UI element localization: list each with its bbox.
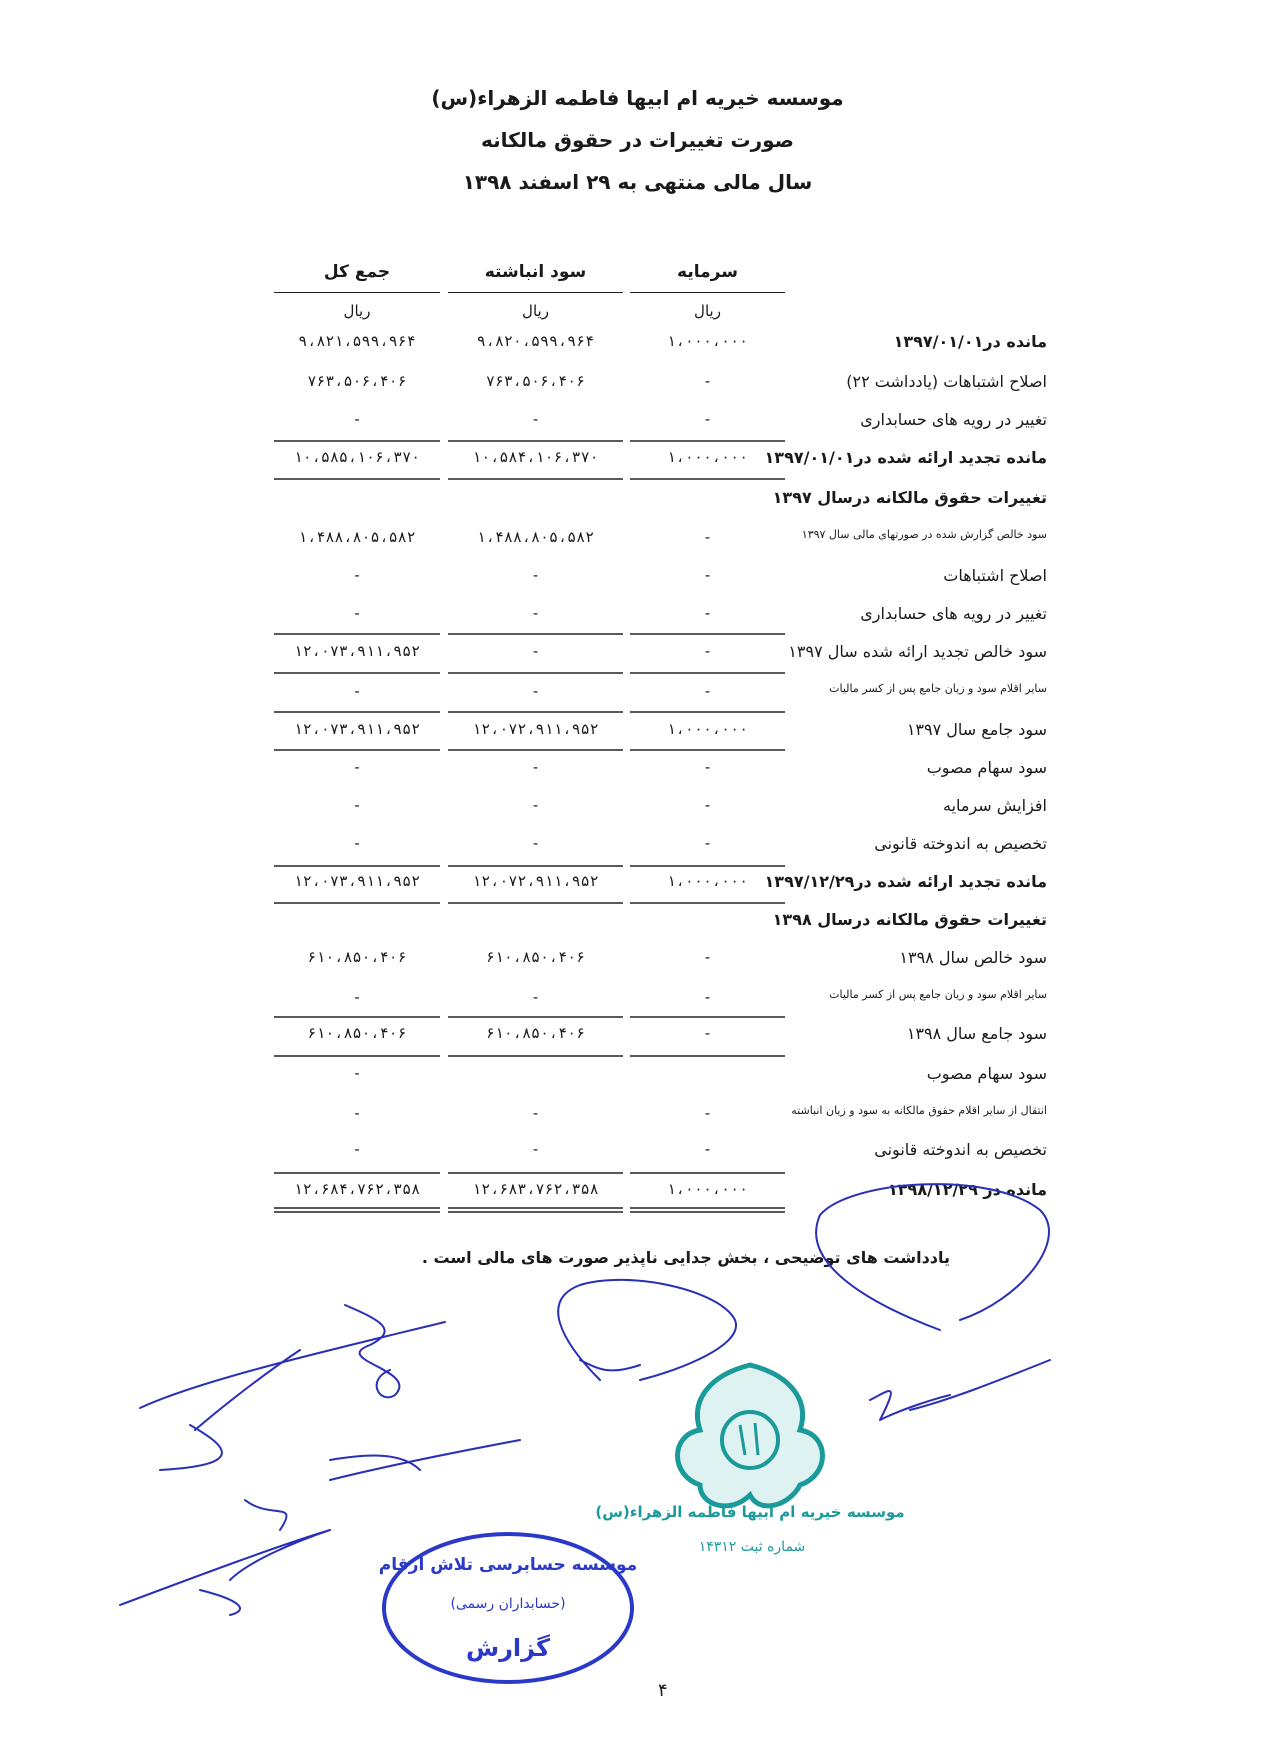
row-label: تغییرات حقوق مالکانه درسال ۱۳۹۸ — [772, 910, 1047, 929]
cell-total: ۱۲،۰۷۳،۹۱۱،۹۵۲ — [293, 720, 421, 738]
cell-retained: ۹،۸۲۰،۵۹۹،۹۶۴ — [476, 332, 595, 350]
header-underline — [448, 292, 623, 293]
cell-capital: - — [702, 604, 713, 622]
row-label: سود خالص تجدید ارائه شده سال ۱۳۹۷ — [788, 642, 1047, 661]
cell-retained: ۶۱۰،۸۵۰،۴۰۶ — [485, 948, 586, 966]
cell-capital: - — [702, 682, 713, 700]
table-row — [0, 682, 1275, 720]
cell-capital: - — [702, 642, 713, 660]
row-label: سود سهام مصوب — [926, 758, 1047, 777]
table-row — [0, 720, 1275, 758]
table-row — [0, 988, 1275, 1026]
row-label: تغییر در رویه های حسابداری — [860, 410, 1047, 429]
row-label: سود جامع سال ۱۳۹۸ — [906, 1024, 1047, 1043]
cell-total: - — [352, 796, 362, 814]
cell-retained: - — [530, 796, 541, 814]
column-header-retained: سود انباشته — [484, 262, 587, 282]
row-label: تخصیص به اندوخته قانونی — [874, 834, 1047, 853]
row-label: اصلاح اشتباهات — [943, 566, 1047, 585]
table-row — [0, 642, 1275, 680]
unit-label-total: ریال — [343, 302, 371, 320]
institution-seal — [595, 1355, 905, 1565]
table-row — [0, 448, 1275, 486]
cell-total: ۱۲،۰۷۳،۹۱۱،۹۵۲ — [293, 872, 421, 890]
cell-total: - — [352, 758, 362, 776]
cell-total: - — [352, 410, 362, 428]
seal-registration: شماره ثبت ۱۴۳۱۲ — [698, 1539, 806, 1555]
cell-total: ۹،۸۲۱،۵۹۹،۹۶۴ — [298, 332, 416, 350]
cell-total: - — [352, 604, 362, 622]
row-label: سود خالص گزارش شده در صورتهای مالی سال ۱۳۹۷ — [801, 528, 1047, 541]
seal-name: موسسه خیریه ام ابیها فاطمه الزهراء(س) — [595, 1503, 905, 1521]
table-row — [0, 758, 1275, 796]
cell-capital: - — [702, 796, 713, 814]
cell-total: ۷۶۳،۵۰۶،۴۰۶ — [307, 372, 407, 390]
cell-retained: - — [530, 988, 541, 1006]
stamp-subtitle: (حسابداران رسمی) — [450, 1596, 566, 1612]
cell-total: - — [352, 566, 362, 584]
table-row — [0, 1064, 1275, 1102]
row-label: مانده در۱۳۹۷/۰۱/۰۱ — [893, 332, 1047, 351]
table-row — [0, 796, 1275, 834]
seal-emblem-icon — [678, 1365, 823, 1506]
row-label: مانده تجدید ارائه شده در۱۳۹۷/۰۱/۰۱ — [764, 448, 1047, 467]
row-label: سود جامع سال ۱۳۹۷ — [906, 720, 1047, 739]
cell-capital: ۱،۰۰۰،۰۰۰ — [666, 872, 749, 890]
period-title: سال مالی منتهی به ۲۹ اسفند ۱۳۹۸ — [462, 170, 813, 194]
cell-total: ۱۲،۰۷۳،۹۱۱،۹۵۲ — [293, 642, 421, 660]
cell-retained: - — [530, 682, 541, 700]
table-row — [0, 372, 1275, 410]
unit-label-capital: ریال — [694, 302, 721, 320]
cell-capital: - — [702, 410, 713, 428]
row-label: تخصیص به اندوخته قانونی — [874, 1140, 1047, 1159]
row-label: اصلاح اشتباهات (یادداشت ۲۲) — [846, 372, 1047, 391]
cell-total: - — [352, 682, 362, 700]
cell-capital: - — [702, 758, 713, 776]
cell-retained: - — [530, 604, 541, 622]
cell-retained: ۱۲،۰۷۲،۹۱۱،۹۵۲ — [472, 720, 599, 738]
row-label: سایر اقلام سود و زیان جامع پس از کسر مالیات — [829, 682, 1047, 695]
row-label: انتقال از سایر اقلام حقوق مالکانه به سود و زیان انباشته — [791, 1104, 1047, 1117]
cell-capital: - — [702, 528, 713, 546]
cell-capital: - — [702, 372, 713, 390]
row-label: مانده در ۱۳۹۸/۱۲/۲۹ — [888, 1180, 1047, 1199]
cell-total: - — [352, 1140, 362, 1158]
cell-capital: - — [702, 1104, 713, 1122]
header-underline — [630, 292, 785, 293]
cell-retained: ۱۲،۰۷۲،۹۱۱،۹۵۲ — [472, 872, 599, 890]
table-row — [0, 1024, 1275, 1062]
unit-label-retained: ریال — [522, 302, 549, 320]
cell-capital: - — [702, 566, 713, 584]
table-row — [0, 528, 1275, 566]
table-row — [0, 872, 1275, 910]
cell-capital: - — [702, 834, 713, 852]
row-label: تغییرات حقوق مالکانه درسال ۱۳۹۷ — [772, 488, 1047, 507]
row-label: سود خالص سال ۱۳۹۸ — [899, 948, 1047, 967]
cell-capital: - — [702, 1140, 713, 1158]
row-label: سایر اقلام سود و زیان جامع پس از کسر مالیات — [829, 988, 1047, 1001]
header-underline — [274, 292, 440, 293]
cell-retained: - — [530, 1104, 541, 1122]
table-row — [0, 604, 1275, 642]
cell-retained: - — [530, 642, 541, 660]
row-label: افزایش سرمایه — [942, 796, 1047, 815]
row-label: مانده تجدید ارائه شده در۱۳۹۷/۱۲/۲۹ — [764, 872, 1047, 891]
stamp-firm: موسسه حسابرسی تلاش ارقام — [378, 1555, 638, 1575]
cell-total: - — [352, 1064, 362, 1082]
cell-total: ۱۲،۶۸۴،۷۶۲،۳۵۸ — [293, 1180, 421, 1198]
table-row — [0, 1180, 1275, 1218]
page-number: ۴ — [658, 1680, 668, 1701]
signature-1 — [140, 1305, 445, 1470]
table-row — [0, 410, 1275, 448]
cell-retained: - — [530, 758, 541, 776]
cell-retained: - — [530, 566, 541, 584]
cell-retained: ۷۶۳،۵۰۶،۴۰۶ — [485, 372, 586, 390]
table-row — [0, 566, 1275, 604]
auditor-stamp — [378, 1528, 638, 1688]
cell-capital: ۱،۰۰۰،۰۰۰ — [666, 332, 749, 350]
cell-total: - — [352, 1104, 362, 1122]
table-row — [0, 948, 1275, 986]
organization-title: موسسه خیریه ام ابیها فاطمه الزهراء(س) — [431, 86, 844, 110]
statement-title: صورت تغییرات در حقوق مالکانه — [480, 128, 795, 152]
table-row — [0, 834, 1275, 872]
footnote: یادداشت های توضیحی ، بخش جدایی ناپذیر صورت های مالی است . — [421, 1248, 950, 1267]
row-label: تغییر در رویه های حسابداری — [860, 604, 1047, 623]
stamp-word: گزارش — [465, 1634, 551, 1662]
cell-retained: ۱۲،۶۸۳،۷۶۲،۳۵۸ — [472, 1180, 599, 1198]
cell-total: - — [352, 834, 362, 852]
cell-retained: ۱،۴۸۸،۸۰۵،۵۸۲ — [476, 528, 595, 546]
cell-capital: ۱،۰۰۰،۰۰۰ — [666, 720, 749, 738]
cell-retained: ۶۱۰،۸۵۰،۴۰۶ — [485, 1024, 586, 1042]
cell-total: ۱۰،۵۸۵،۱۰۶،۳۷۰ — [293, 448, 421, 466]
cell-total: ۶۱۰،۸۵۰،۴۰۶ — [307, 948, 407, 966]
cell-capital: ۱،۰۰۰،۰۰۰ — [666, 1180, 749, 1198]
cell-retained: - — [530, 1140, 541, 1158]
cell-retained: - — [530, 410, 541, 428]
table-row — [0, 1140, 1275, 1178]
row-label: سود سهام مصوب — [926, 1064, 1047, 1083]
cell-total: ۶۱۰،۸۵۰،۴۰۶ — [307, 1024, 407, 1042]
column-header-total: جمع کل — [323, 262, 391, 282]
cell-total: ۱،۴۸۸،۸۰۵،۵۸۲ — [298, 528, 416, 546]
cell-capital: - — [702, 1024, 713, 1042]
cell-capital: ۱،۰۰۰،۰۰۰ — [666, 448, 749, 466]
table-row — [0, 910, 1275, 948]
table-row — [0, 332, 1275, 370]
table-row — [0, 1104, 1275, 1142]
cell-capital: - — [702, 948, 713, 966]
cell-capital: - — [702, 988, 713, 1006]
cell-total: - — [352, 988, 362, 1006]
cell-retained: ۱۰،۵۸۴،۱۰۶،۳۷۰ — [472, 448, 599, 466]
table-row — [0, 488, 1275, 526]
column-header-capital: سرمایه — [677, 262, 738, 282]
cell-retained: - — [530, 834, 541, 852]
